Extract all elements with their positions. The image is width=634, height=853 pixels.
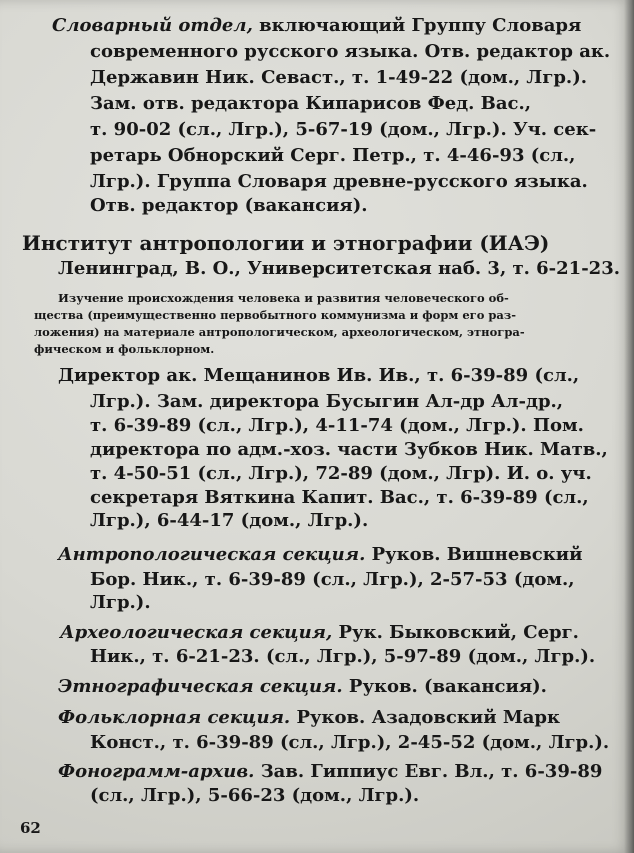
section-text: Руков. (вакансия). xyxy=(342,676,547,697)
institute-title: Институт антропологии и этнографии (ИАЭ) xyxy=(22,231,550,255)
entry-line: современного русского языка. Отв. редактор ак. xyxy=(90,41,611,62)
entry-term: Словарный отдел, xyxy=(52,15,253,36)
section-term: Антропологическая секция. xyxy=(58,544,366,565)
section-line: Ник., т. 6-21-23. (сл., Лгр.), 5-97-89 (дом., Лгр.). xyxy=(90,646,596,667)
director-line: Лгр.), 6-44-17 (дом., Лгр.). xyxy=(90,510,369,531)
section-term: Фольклорная секция. xyxy=(58,707,291,728)
entry-line xyxy=(52,14,581,38)
section-line xyxy=(58,760,602,784)
section-text: Зав. Гиппиус Евг. Вл., т. 6-39-89 xyxy=(254,761,603,782)
entry-line: ретарь Обнорский Серг. Петр., т. 4-46-93 (сл., xyxy=(90,145,576,166)
institute-description-line: фическом и фольклорном. xyxy=(34,342,215,356)
entry-line: Лгр.). Группа Словаря древне-русского языка. xyxy=(90,171,588,192)
section-text: Рук. Быковский, Серг. xyxy=(332,622,579,643)
section-text: Руков. Вишневский xyxy=(365,544,583,565)
section-line: Конст., т. 6-39-89 (сл., Лгр.), 2-45-52 (дом., Лгр.). xyxy=(90,732,610,753)
entry-text: включающий Группу Словаря xyxy=(252,15,582,36)
section-text: Руков. Азадовский Марк xyxy=(290,707,560,728)
section-line xyxy=(58,543,582,567)
section-term: Этнографическая секция. xyxy=(58,676,343,697)
section-line: Бор. Ник., т. 6-39-89 (сл., Лгр.), 2-57-53 (дом., xyxy=(90,569,575,590)
director-line: т. 4-50-51 (сл., Лгр.), 72-89 (дом., Лгр). И. о. уч. xyxy=(90,463,592,484)
section-line: (сл., Лгр.), 5-66-23 (дом., Лгр.). xyxy=(90,785,420,806)
institute-description-line: ложения) на материале антропологическом, археологическом, этногра- xyxy=(34,325,525,339)
director-line: Директор ак. Мещанинов Ив. Ив., т. 6-39-89 (сл., xyxy=(58,365,580,386)
page-number: 62 xyxy=(20,819,41,837)
section-term: Археологическая секция, xyxy=(60,622,333,643)
institute-address: Ленинград, В. О., Университетская наб. 3, т. 6-21-23. xyxy=(58,258,620,279)
page-edge-shadow xyxy=(624,0,634,853)
section-line xyxy=(58,706,560,730)
section-term: Фонограмм-архив. xyxy=(58,761,255,782)
director-line: секретаря Вяткина Капит. Вас., т. 6-39-89 (сл., xyxy=(90,487,589,508)
section-line xyxy=(58,675,547,699)
section-line: Лгр.). xyxy=(90,592,151,613)
institute-description-line: щества (преимущественно первобытного коммунизма и форм его раз- xyxy=(34,308,517,322)
entry-line: Отв. редактор (вакансия). xyxy=(90,195,368,216)
entry-line: Державин Ник. Севаст., т. 1-49-22 (дом., Лгр.). xyxy=(90,67,587,88)
institute-description-line: Изучение происхождения человека и развития человеческого об- xyxy=(58,291,509,305)
director-line: т. 6-39-89 (сл., Лгр.), 4-11-74 (дом., Лгр.). Пом. xyxy=(90,415,584,436)
entry-line: т. 90-02 (сл., Лгр.), 5-67-19 (дом., Лгр.). Уч. сек- xyxy=(90,119,597,140)
director-line: Лгр.). Зам. директора Бусыгин Ал-др Ал-др., xyxy=(90,391,564,412)
director-line: директора по адм.-хоз. части Зубков Ник. Матв., xyxy=(90,439,608,460)
section-line xyxy=(60,621,579,645)
entry-line: Зам. отв. редактора Кипарисов Фед. Вас., xyxy=(90,93,532,114)
